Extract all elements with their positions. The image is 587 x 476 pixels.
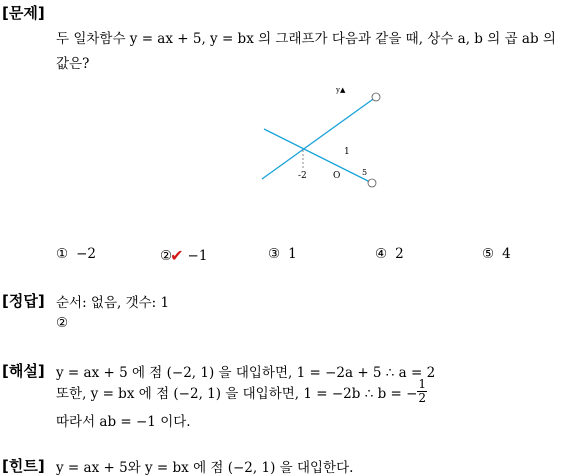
label-5: 5 — [362, 168, 368, 177]
choice-2[interactable] — [160, 246, 207, 265]
choice-1-number: ① — [56, 246, 69, 262]
explanation-line-2-text: 또한, y = bx 에 점 (−2, 1) 을 대입하면, 1 = −2b ∴ b = − — [56, 385, 418, 402]
choice-5-text: 4 — [502, 246, 511, 262]
answer-label: [정답] — [2, 292, 45, 310]
line-y-bx — [264, 129, 372, 183]
hint-label: [힌트] — [2, 457, 45, 475]
choice-4[interactable] — [375, 246, 404, 262]
choice-1[interactable] — [56, 246, 96, 262]
choice-4-text: 2 — [395, 246, 404, 262]
choice-5[interactable] — [482, 246, 511, 262]
y-axis-label: y▲ — [336, 86, 346, 94]
label-origin: O — [333, 171, 341, 181]
label-1: 1 — [344, 147, 350, 157]
explanation-line-1: y = ax + 5 에 점 (−2, 1) 을 대입하면, 1 = −2a + 5 ∴ a = 2 — [56, 365, 436, 381]
line-y-ax-plus-5 — [262, 97, 376, 179]
choice-5-number: ⑤ — [482, 246, 495, 262]
explanation-line-3: 따라서 ab = −1 이다. — [56, 414, 191, 430]
function-graph — [250, 80, 390, 195]
hint-line-1: y = ax + 5와 y = bx 에 점 (−2, 1) 을 대입한다. — [56, 460, 354, 476]
explanation-line-2 — [56, 378, 427, 405]
fraction-denominator: 2 — [418, 391, 427, 405]
answer-line-2: ② — [56, 315, 69, 331]
choice-2-number: ② — [160, 247, 173, 264]
fraction-one-half — [417, 378, 427, 405]
choice-3-number: ③ — [268, 246, 281, 262]
choice-3[interactable] — [268, 246, 297, 262]
choice-3-text: 1 — [288, 246, 297, 262]
fraction-numerator: 1 — [418, 377, 427, 391]
choice-4-number: ④ — [375, 246, 388, 262]
choice-2-text: −1 — [187, 247, 208, 264]
question-line-2: 값은? — [56, 56, 90, 72]
check-mark-icon: ✔ — [170, 246, 184, 265]
explanation-label: [해설] — [2, 362, 45, 380]
choice-1-text: −2 — [76, 246, 97, 262]
label-neg2: -2 — [298, 171, 307, 181]
axis-end-marker-bottom — [368, 179, 376, 187]
axis-end-marker-top — [372, 93, 380, 101]
question-line-1: 두 일차함수 y = ax + 5, y = bx 의 그래프가 다음과 같을 때, 상수 a, b 의 곱 ab 의 — [56, 31, 556, 47]
question-label: [문제] — [2, 4, 45, 22]
answer-line-1: 순서: 없음, 갯수: 1 — [56, 295, 170, 311]
